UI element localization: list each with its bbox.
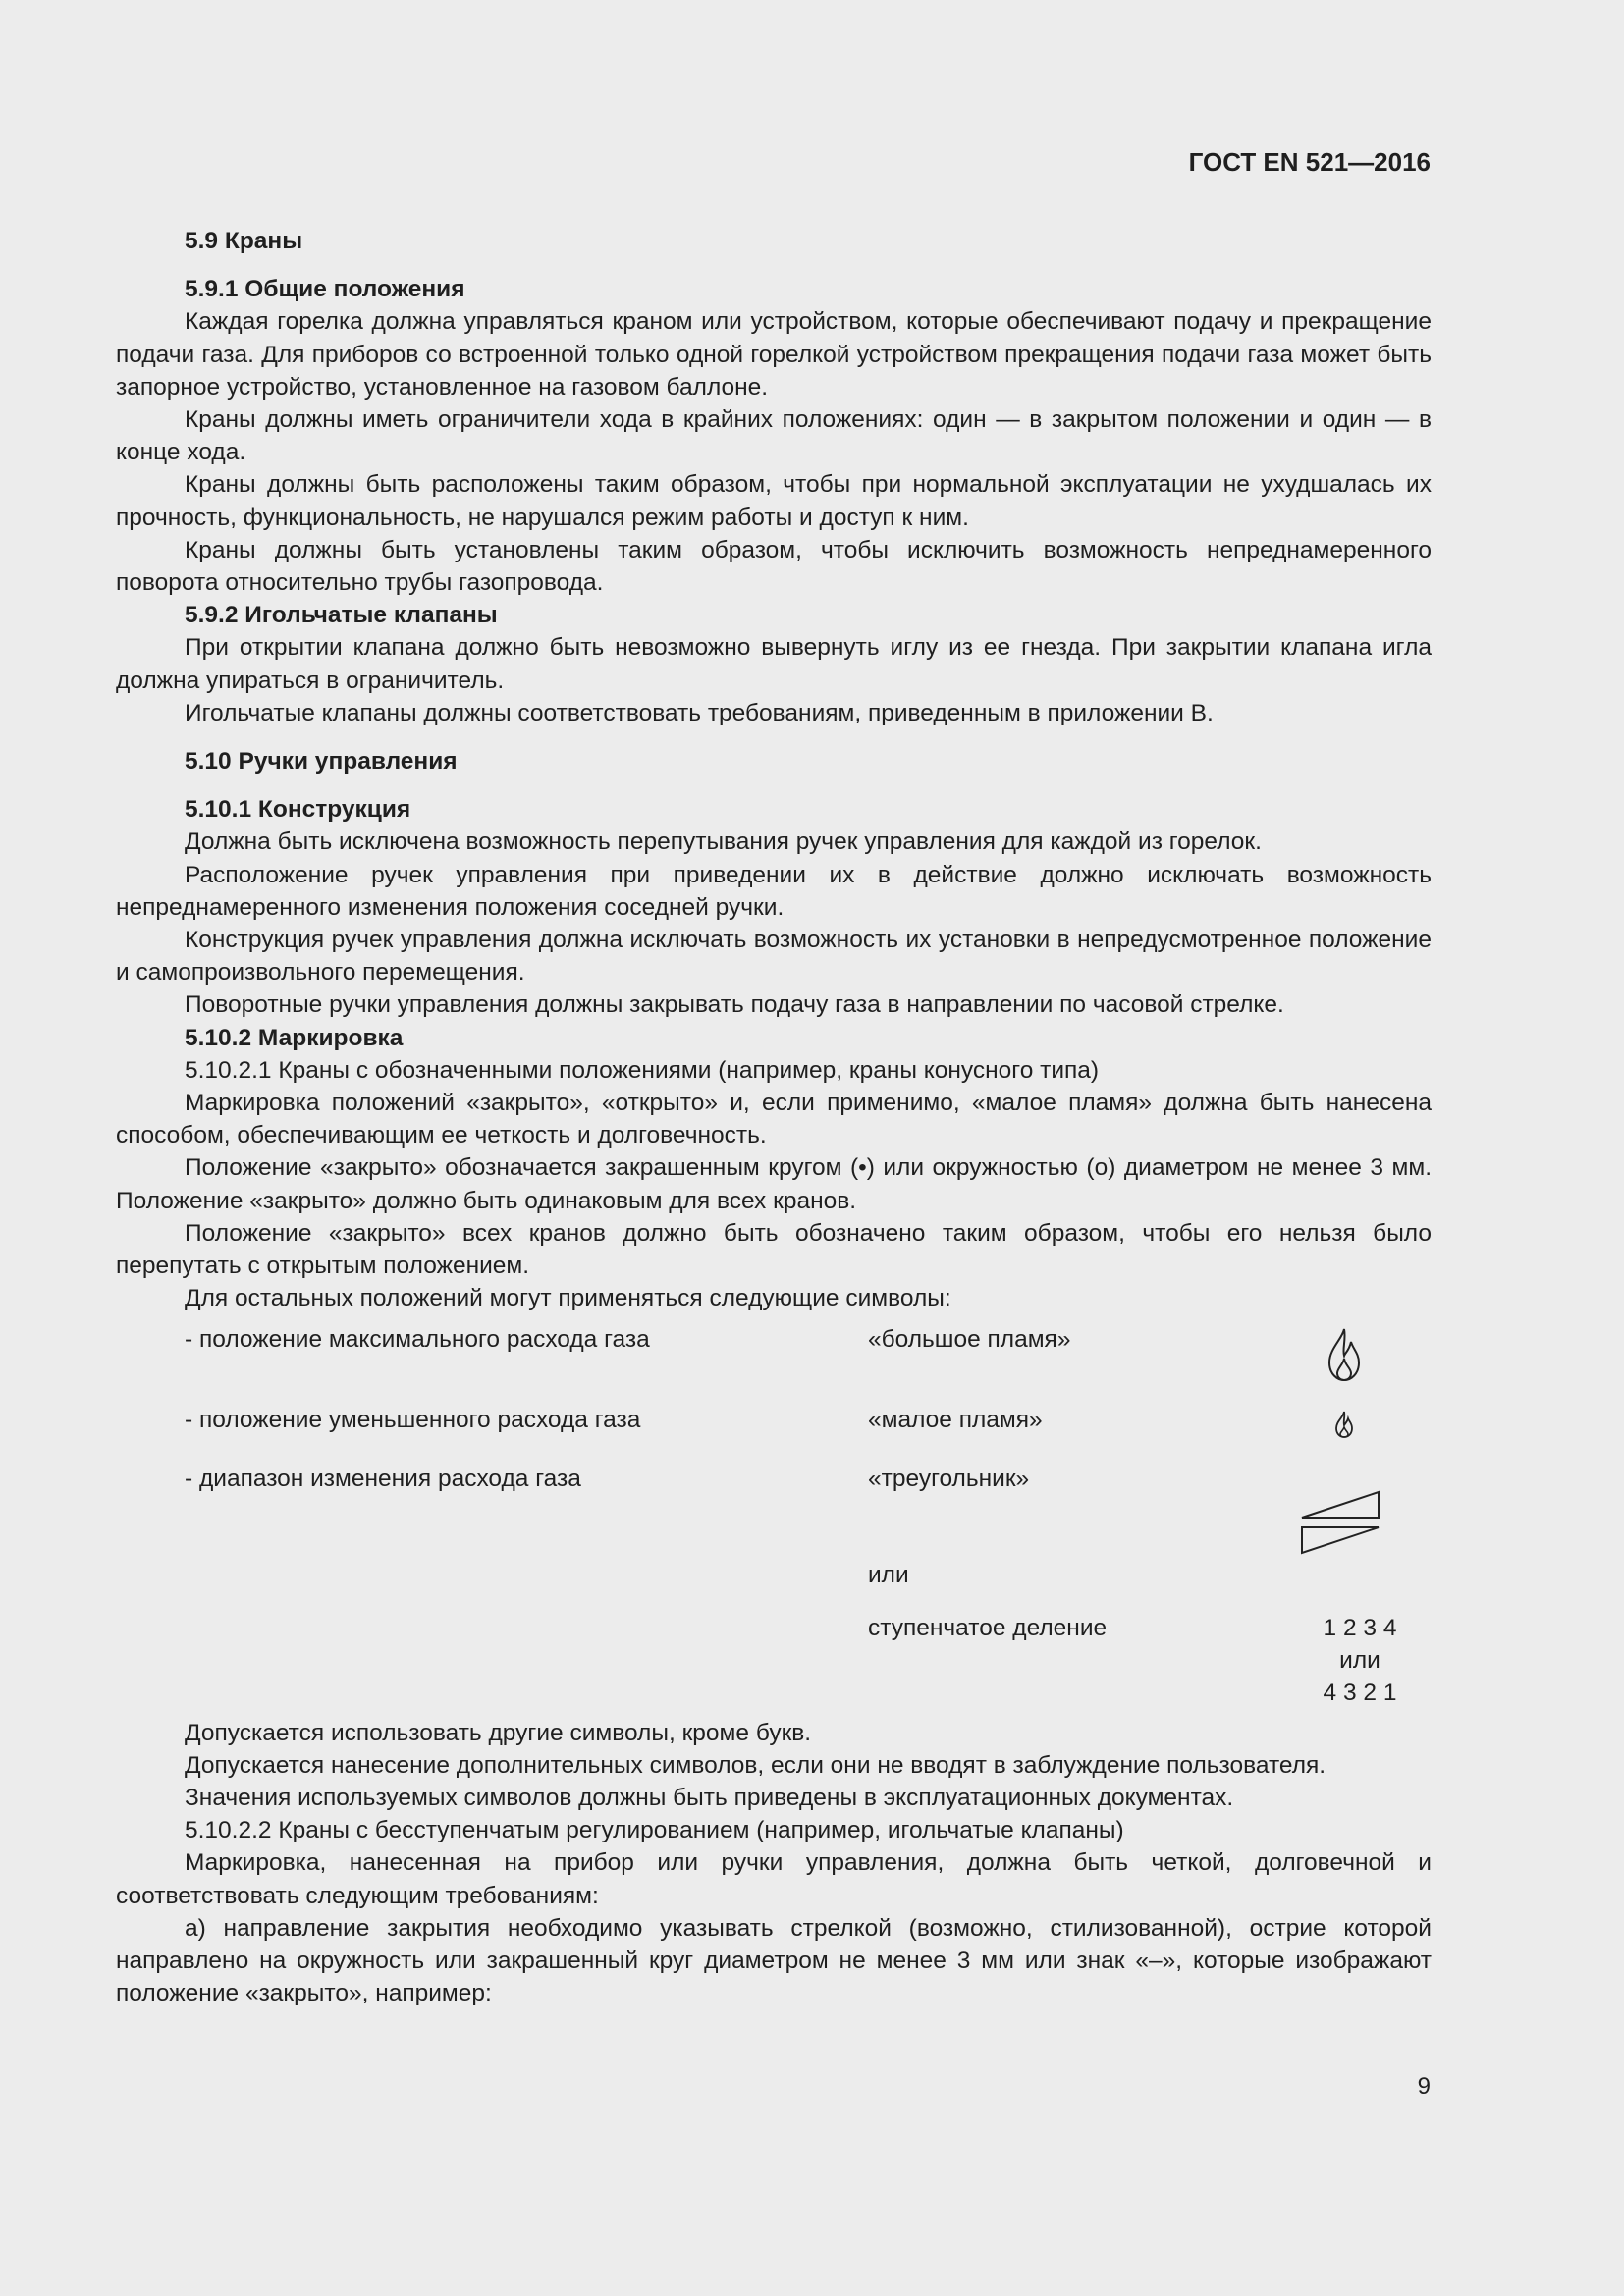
paragraph: При открытии клапана должно быть невозможно вывернуть иглу из ее гнезда. При закрытии клапана игла должна упираться в ограничитель. bbox=[116, 634, 1432, 694]
paragraph: Значения используемых символов должны быть приведены в эксплуатационных документах. bbox=[185, 1784, 1234, 1811]
steps-or: или bbox=[1339, 1646, 1380, 1674]
symbol-row-desc: - положение уменьшенного расхода газа bbox=[185, 1406, 641, 1433]
symbol-row-name: «большое пламя» bbox=[868, 1325, 1071, 1353]
section-5-10-2-1-heading: 5.10.2.1 Краны с обозначенными положениями (например, краны конусного типа) bbox=[185, 1056, 1100, 1084]
paragraph: Положение «закрыто» обозначается закрашенным кругом (•) или окружностью (о) диаметром не менее 3 мм. Положение «закрыто» должно быть одинаковым для всех кранов. bbox=[116, 1154, 1432, 1214]
small-flame-icon bbox=[1333, 1410, 1355, 1439]
section-5-9-2-heading: 5.9.2 Игольчатые клапаны bbox=[185, 602, 498, 629]
steps-label: ступенчатое деление bbox=[868, 1614, 1108, 1641]
section-5-9-1-heading: 5.9.1 Общие положения bbox=[185, 276, 465, 303]
symbol-row-name: «треугольник» bbox=[868, 1465, 1030, 1492]
paragraph: Маркировка положений «закрыто», «открыто» и, если применимо, «малое пламя» должна быть нанесена способом, обеспечивающим ее четкость и долговечность. bbox=[116, 1090, 1432, 1149]
paragraph: Должна быть исключена возможность перепутывания ручек управления для каждой из горелок. bbox=[185, 828, 1262, 856]
paragraph: Конструкция ручек управления должна исключать возможность их установки в непредусмотренное положение и самопроизвольного перемещения. bbox=[116, 927, 1432, 987]
section-5-10-2-heading: 5.10.2 Маркировка bbox=[185, 1024, 404, 1051]
paragraph: Игольчатые клапаны должны соответствовать требованиям, приведенным в приложении В. bbox=[185, 699, 1214, 726]
symbols-list bbox=[116, 1315, 1432, 1713]
steps-ascending: 1 2 3 4 bbox=[1323, 1614, 1397, 1641]
paragraph: Допускается использовать другие символы, кроме букв. bbox=[185, 1719, 812, 1746]
paragraph: Каждая горелка должна управляться краном или устройством, которые обеспечивают подачу и прекращение подачи газа. Для приборов со встроенной только одной горелкой устройством прекращения подачи газа может быть запорное устройство, установленное на газовом баллоне. bbox=[116, 308, 1432, 400]
paragraph: Краны должны быть расположены таким образом, чтобы при нормальной эксплуатации не ухудшалась их прочность, функциональность, не нарушался режим работы и доступ к ним. bbox=[116, 471, 1432, 531]
section-5-9-heading: 5.9 Краны bbox=[185, 228, 303, 254]
paragraph: Маркировка, нанесенная на прибор или ручки управления, должна быть четкой, долговечной и соответствовать следующим требованиям: bbox=[116, 1849, 1432, 1909]
section-5-10-1-heading: 5.10.1 Конструкция bbox=[185, 796, 411, 824]
standard-designation: ГОСТ EN 521—2016 bbox=[1188, 147, 1431, 177]
paragraph: Допускается нанесение дополнительных символов, если они не вводят в заблуждение пользователя. bbox=[185, 1751, 1326, 1779]
large-flame-icon bbox=[1324, 1327, 1365, 1382]
increasing-triangle-icon bbox=[1300, 1488, 1382, 1522]
symbol-row-name: «малое пламя» bbox=[868, 1406, 1043, 1433]
step-graduation bbox=[1294, 1612, 1426, 1709]
page-body bbox=[116, 225, 1432, 2009]
section-5-10-2-2-heading: 5.10.2.2 Краны с бесступенчатым регулированием (например, игольчатые клапаны) bbox=[185, 1817, 1124, 1844]
paragraph: Расположение ручек управления при приведении их в действие должно исключать возможность непреднамеренного изменения положения соседней ручки. bbox=[116, 861, 1432, 921]
or-label: или bbox=[868, 1561, 909, 1588]
decreasing-triangle-icon bbox=[1300, 1523, 1382, 1557]
paragraph: Положение «закрыто» всех кранов должно быть обозначено таким образом, чтобы его нельзя было перепутать с открытым положением. bbox=[116, 1219, 1432, 1280]
paragraph: Поворотные ручки управления должны закрывать подачу газа в направлении по часовой стрелке. bbox=[185, 991, 1284, 1019]
symbol-row-desc: - диапазон изменения расхода газа bbox=[185, 1465, 581, 1492]
section-5-10-heading: 5.10 Ручки управления bbox=[185, 748, 458, 775]
paragraph: Краны должны иметь ограничители хода в крайних положениях: один — в закрытом положении и один — в конце хода. bbox=[116, 406, 1432, 466]
symbol-row-desc: - положение максимального расхода газа bbox=[185, 1325, 650, 1353]
paragraph: а) направление закрытия необходимо указывать стрелкой (возможно, стилизованной), острие которой направлено на окружность или закрашенный круг диаметром не менее 3 мм или знак «–», которые изображают положение «закрыто», например: bbox=[116, 1914, 1432, 2007]
steps-descending: 4 3 2 1 bbox=[1323, 1679, 1397, 1706]
paragraph: Краны должны быть установлены таким образом, чтобы исключить возможность непреднамеренного поворота относительно трубы газопровода. bbox=[116, 536, 1432, 597]
page-number: 9 bbox=[1417, 2073, 1431, 2100]
paragraph: Для остальных положений могут применяться следующие символы: bbox=[185, 1285, 951, 1312]
